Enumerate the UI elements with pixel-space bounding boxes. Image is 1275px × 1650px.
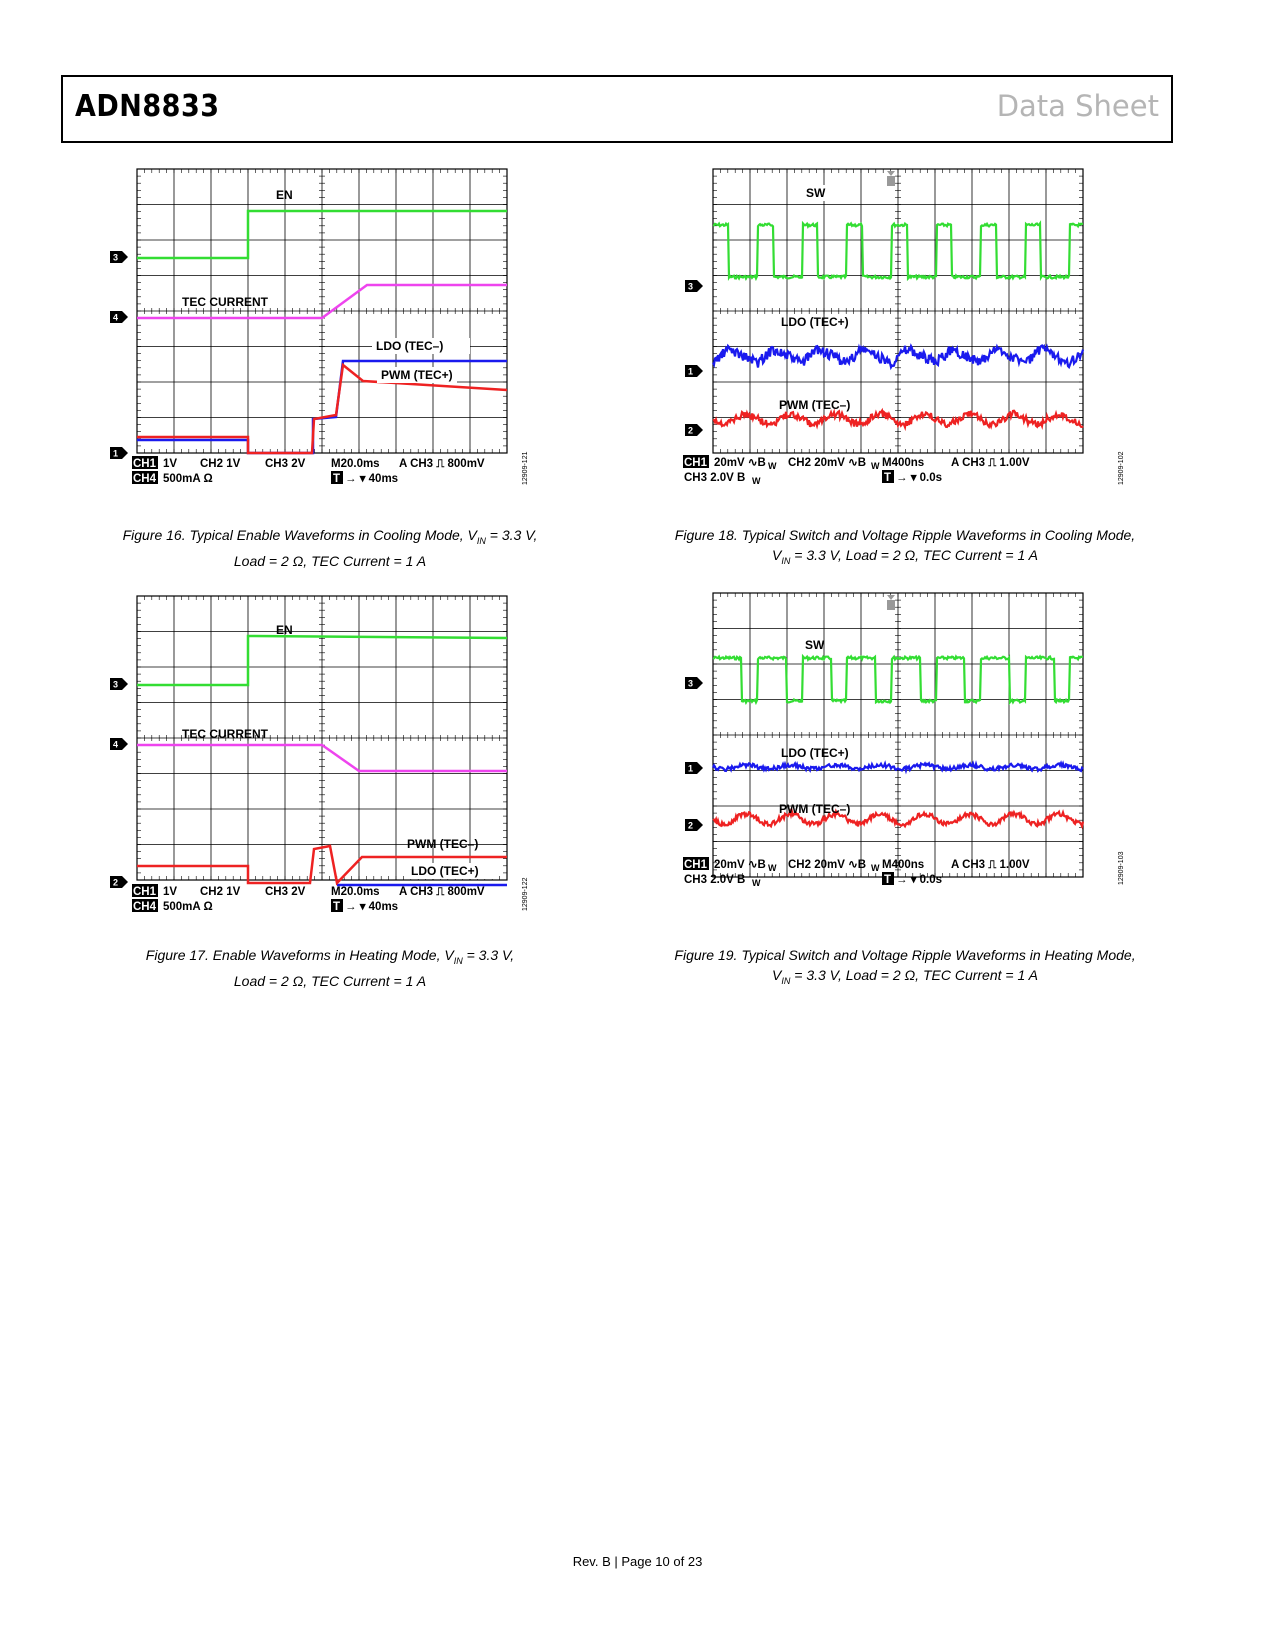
channel-marker-3 (685, 280, 703, 292)
figure-18 (655, 165, 1155, 575)
svg-text:CH2 20mV ∿B: CH2 20mV ∿B (788, 859, 867, 871)
svg-text:CH3 2V: CH3 2V (265, 886, 306, 898)
scope-svg-fig19 (655, 589, 1155, 929)
svg-text:CH1: CH1 (684, 457, 708, 469)
label-ldo: LDO (TEC–) (376, 339, 444, 353)
label-pwm: PWM (TEC+) (381, 368, 453, 382)
scope-grid (713, 169, 1083, 453)
scope-screen-fig17 (100, 589, 560, 929)
svg-text:A CH3 ⎍ 1.00V: A CH3 ⎍ 1.00V (951, 859, 1030, 871)
scope-screen-fig16 (100, 165, 560, 505)
channel-marker-3 (685, 677, 703, 689)
part-number: ADN8833 (75, 89, 220, 124)
svg-text:CH3 2V: CH3 2V (265, 458, 306, 470)
svg-text:CH2 1V: CH2 1V (200, 886, 241, 898)
trigger-icon (887, 171, 895, 186)
scope-svg-fig18 (655, 165, 1155, 505)
label-tec-current: TEC CURRENT (182, 295, 268, 309)
scope-screen-fig19 (655, 589, 1155, 929)
channel-marker-1 (685, 365, 703, 377)
label-pwm: PWM (TEC–) (779, 802, 851, 816)
label-ldo: LDO (TEC+) (781, 746, 849, 760)
scope-status-fig18 (683, 455, 1030, 486)
channel-marker-1 (110, 447, 128, 459)
svg-text:→ ▾ 0.0s: → ▾ 0.0s (896, 472, 943, 484)
svg-text:T: T (333, 473, 341, 485)
svg-text:1: 1 (688, 366, 694, 377)
svg-text:→ ▾ 40ms: → ▾ 40ms (345, 901, 399, 913)
channel-marker-2 (110, 876, 128, 888)
scope-status-fig17 (132, 884, 485, 913)
channel-marker-4 (110, 311, 128, 323)
label-pwm: PWM (TEC–) (407, 837, 479, 851)
svg-text:3: 3 (113, 252, 119, 263)
label-pwm: PWM (TEC–) (779, 398, 851, 412)
svg-text:W: W (752, 878, 761, 888)
label-sw: SW (805, 638, 825, 652)
svg-text:→ ▾ 0.0s: → ▾ 0.0s (896, 874, 943, 886)
svg-text:CH2 1V: CH2 1V (200, 458, 241, 470)
channel-marker-2 (685, 819, 703, 831)
svg-text:3: 3 (688, 678, 694, 689)
svg-text:M20.0ms: M20.0ms (331, 886, 380, 898)
svg-text:W: W (752, 476, 761, 486)
svg-text:T: T (333, 901, 341, 913)
svg-text:2: 2 (688, 425, 694, 436)
label-en: EN (276, 188, 293, 202)
svg-text:4: 4 (113, 739, 119, 750)
caption-fig17: Figure 17. Enable Waveforms in Heating Mode, $V_{IN} = 3.3$ V, Load = 2 Ω, TEC Current = 1 A (145, 947, 515, 989)
svg-text:CH4: CH4 (133, 901, 157, 913)
figure-number: 12909-102 (1118, 451, 1125, 485)
svg-text:T: T (884, 472, 892, 484)
figure-number: 12909-103 (1118, 851, 1125, 885)
scope-svg-fig16 (100, 165, 560, 505)
caption-fig19: Figure 19. Typical Switch and Voltage Ripple Waveforms in Heating Mode, $V_{IN} = 3.3$ V, Load = 2 Ω, TEC Current = 1 A (674, 947, 1136, 986)
svg-text:2: 2 (113, 877, 119, 888)
svg-text:1: 1 (688, 763, 694, 774)
svg-text:1V: 1V (163, 458, 178, 470)
page-header (61, 75, 1173, 143)
channel-marker-2 (685, 424, 703, 436)
svg-text:A CH3 ⎍ 800mV: A CH3 ⎍ 800mV (399, 886, 485, 898)
figure-17 (100, 589, 560, 999)
figure-16 (100, 165, 560, 575)
svg-text:W: W (871, 461, 880, 471)
svg-text:1: 1 (113, 448, 119, 459)
svg-text:CH2 20mV ∿B: CH2 20mV ∿B (788, 457, 867, 469)
svg-text:1V: 1V (163, 886, 178, 898)
svg-text:CH1: CH1 (684, 859, 708, 871)
svg-text:A CH3 ⎍ 800mV: A CH3 ⎍ 800mV (399, 458, 485, 470)
svg-text:W: W (768, 863, 777, 873)
label-sw: SW (806, 186, 826, 200)
svg-text:CH1: CH1 (133, 886, 157, 898)
label-ldo: LDO (TEC+) (781, 315, 849, 329)
label-ldo: LDO (TEC+) (411, 864, 479, 878)
caption-fig16: Figure 16. Typical Enable Waveforms in Cooling Mode, $V_{IN} = 3.3$ V, Load = 2 Ω, TEC Current = 1 A (122, 527, 538, 569)
scope-screen-fig18 (655, 165, 1155, 505)
page-footer: Rev. B | Page 10 of 23 (572, 1554, 703, 1569)
svg-text:3: 3 (113, 679, 119, 690)
label-en: EN (276, 623, 293, 637)
scope-svg-fig17 (100, 589, 560, 929)
figure-number: 12909-122 (522, 877, 529, 911)
svg-text:3: 3 (688, 281, 694, 292)
svg-text:CH1: CH1 (133, 458, 157, 470)
channel-marker-4 (110, 738, 128, 750)
channel-marker-1 (685, 762, 703, 774)
svg-text:A CH3 ⎍ 1.00V: A CH3 ⎍ 1.00V (951, 457, 1030, 469)
channel-marker-3 (110, 251, 128, 263)
figure-number: 12909-121 (522, 451, 529, 485)
svg-text:500mA Ω: 500mA Ω (163, 473, 213, 485)
svg-text:W: W (871, 863, 880, 873)
scope-status-fig19 (683, 857, 1030, 888)
svg-text:20mV ∿B: 20mV ∿B (714, 859, 766, 871)
svg-text:500mA Ω: 500mA Ω (163, 901, 213, 913)
svg-text:M400ns: M400ns (882, 859, 925, 871)
svg-text:T: T (884, 874, 892, 886)
svg-text:CH4: CH4 (133, 473, 157, 485)
svg-text:→ ▾ 40ms: → ▾ 40ms (345, 473, 399, 485)
channel-marker-3 (110, 678, 128, 690)
svg-text:CH3 2.0V B: CH3 2.0V B (684, 874, 746, 886)
document-type: Data Sheet (996, 89, 1159, 123)
svg-text:CH3 2.0V B: CH3 2.0V B (684, 472, 746, 484)
scope-grid (713, 593, 1083, 877)
svg-text:M20.0ms: M20.0ms (331, 458, 380, 470)
svg-text:2: 2 (688, 820, 694, 831)
label-tec-current: TEC CURRENT (182, 727, 268, 741)
svg-text:20mV ∿B: 20mV ∿B (714, 457, 766, 469)
svg-text:4: 4 (113, 312, 119, 323)
svg-text:M400ns: M400ns (882, 457, 925, 469)
svg-text:W: W (768, 461, 777, 471)
figure-19 (655, 589, 1155, 999)
trigger-icon (887, 595, 895, 610)
scope-status-fig16 (132, 456, 485, 485)
caption-fig18: Figure 18. Typical Switch and Voltage Ripple Waveforms in Cooling Mode, $V_{IN} = 3.3$ V, Load = 2 Ω, TEC Current = 1 A (674, 527, 1136, 566)
